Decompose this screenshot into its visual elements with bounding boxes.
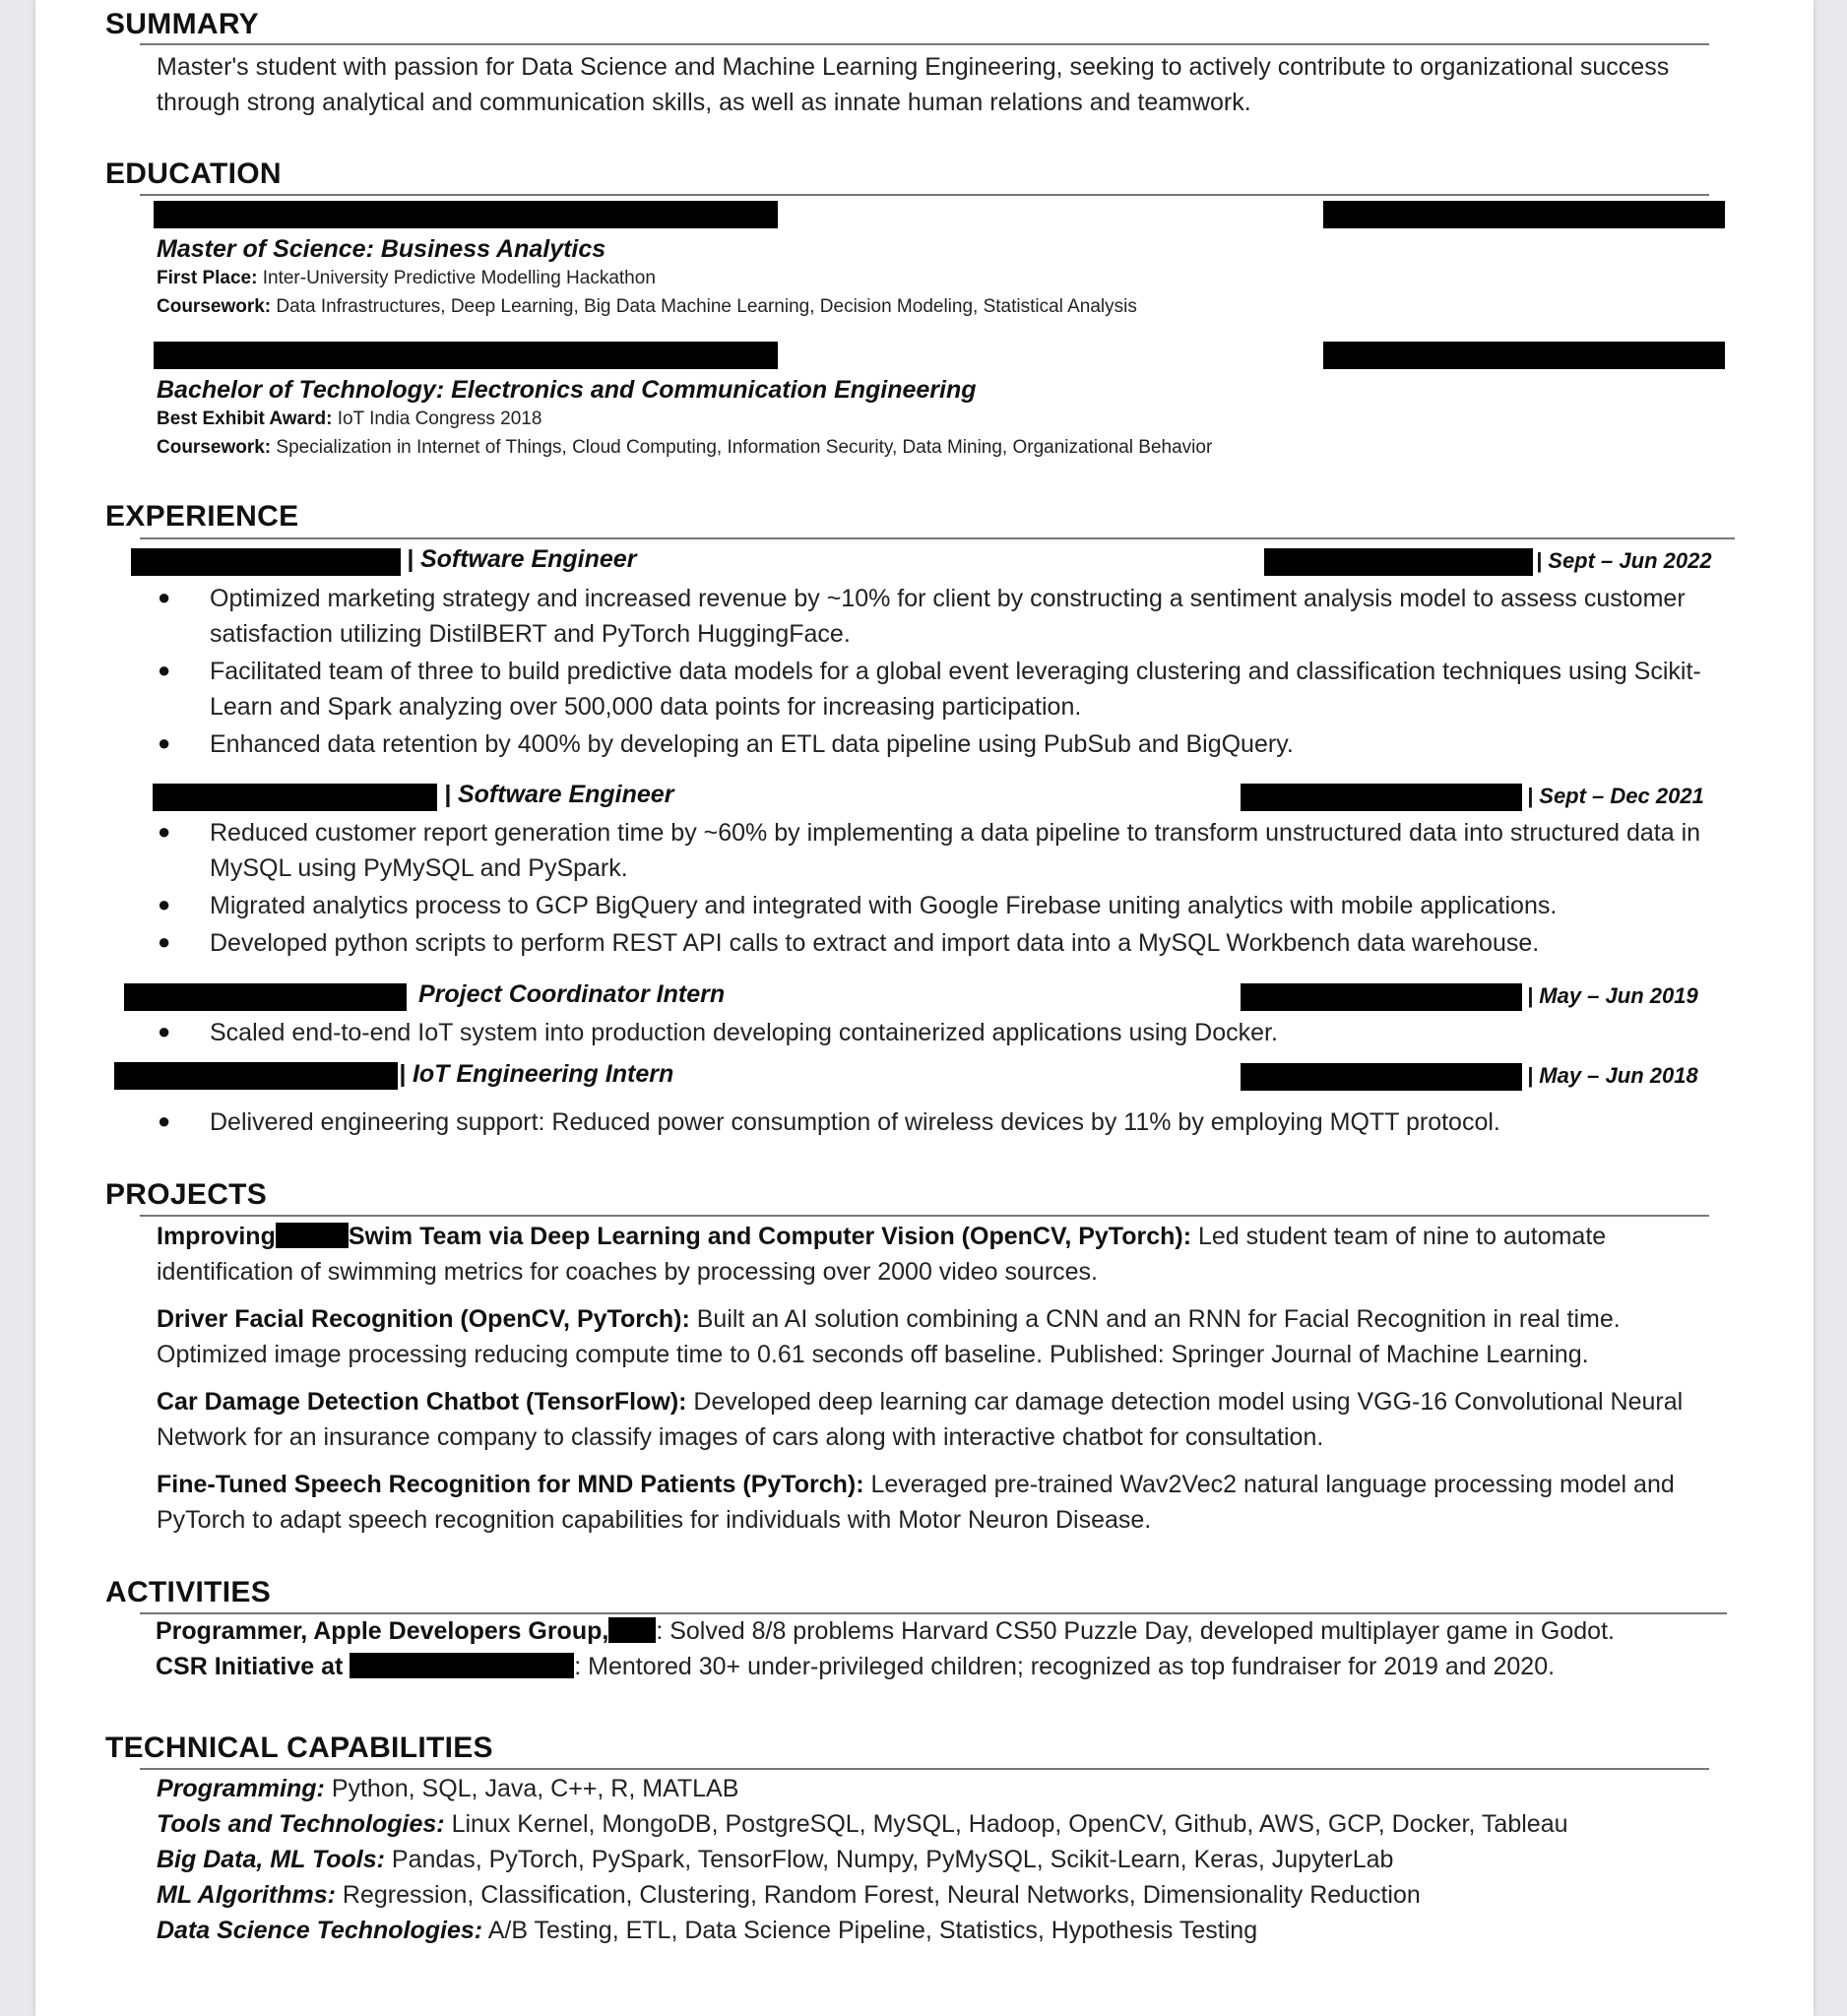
bullet-icon: ● [158, 585, 171, 609]
technical-heading: TECHNICAL CAPABILITIES [105, 1732, 493, 1764]
redacted-institution [154, 201, 778, 228]
education-award: First Place: Inter-University Predictive Modelling Hackathon [157, 268, 656, 288]
bullet-icon: ● [158, 929, 171, 954]
summary-heading: SUMMARY [105, 8, 259, 40]
education-heading: EDUCATION [105, 158, 282, 190]
redacted-company [153, 784, 437, 811]
redacted-school [276, 1223, 349, 1248]
section-divider [140, 194, 1709, 196]
activities-heading: ACTIVITIES [105, 1576, 272, 1608]
redacted-location [1241, 983, 1522, 1011]
education-award: Best Exhibit Award: IoT India Congress 2018 [157, 409, 542, 429]
job-bullet: Scaled end-to-end IoT system into production developing containerized applications using Docker. [210, 1019, 1278, 1046]
job-bullet: Reduced customer report generation time by ~60% by implementing a data pipeline to transform unstructured data into structured data in MySQL using PyMySQL and PySpark. [210, 819, 1701, 882]
bullet-icon: ● [158, 819, 171, 844]
job-date: | May – Jun 2019 [1527, 983, 1698, 1008]
bullet-icon: ● [158, 892, 171, 916]
bullet-icon: ● [158, 658, 171, 682]
redacted-location-date [1323, 342, 1725, 369]
tech-row: Tools and Technologies: Linux Kernel, MongoDB, PostgreSQL, MySQL, Hadoop, OpenCV, Github, AWS, GCP, Docker, Tableau [157, 1810, 1568, 1838]
job-bullet: Facilitated team of three to build predictive data models for a global event leveraging clustering and classification techniques using Scikit-Learn and Spark analyzing over 500,000 data points for increasing participation. [210, 658, 1701, 721]
redacted-company [131, 548, 401, 576]
project-item: Fine-Tuned Speech Recognition for MND Patients (PyTorch): Leveraged pre-trained Wav2Vec2 natural language processing model and PyTorch to adapt speech recognition capabilities for individuals with Motor Neuron Disease. [157, 1471, 1675, 1534]
education-coursework: Coursework: Data Infrastructures, Deep Learning, Big Data Machine Learning, Decision Modeling, Statistical Analysis [157, 296, 1137, 317]
activity-item: CSR Initiative at : Mentored 30+ under-privileged children; recognized as top fundraiser for 2019 and 2020. [156, 1653, 1556, 1680]
projects-heading: PROJECTS [105, 1178, 268, 1211]
tech-row: Big Data, ML Tools: Pandas, PyTorch, PySpark, TensorFlow, Numpy, PyMySQL, Scikit-Learn, Keras, JupyterLab [157, 1846, 1394, 1873]
job-bullet: Developed python scripts to perform REST API calls to extract and import data into a MySQL Workbench data warehouse. [210, 929, 1540, 957]
section-divider [140, 1215, 1709, 1217]
redacted-organization [350, 1653, 574, 1678]
project-item: Driver Facial Recognition (OpenCV, PyTorch): Built an AI solution combining a CNN and an RNN for Facial Recognition in real time. Optimized image processing reducing compute time to 0.61 seconds off baseline. Published: Springer Journal of Machine Learning. [157, 1305, 1621, 1368]
job-bullet: Optimized marketing strategy and increased revenue by ~10% for client by constructing a sentiment analysis model to assess customer satisfaction utilizing DistilBERT and PyTorch HuggingFace. [210, 585, 1686, 648]
job-title: Project Coordinator Intern [418, 980, 726, 1008]
job-title: | Software Engineer [444, 781, 674, 808]
project-item: Improving Swim Team via Deep Learning and Computer Vision (OpenCV, PyTorch): Led student team of nine to automate identification of swimming metrics for coaches by processing over 2000 video sources. [157, 1223, 1607, 1286]
job-title: | IoT Engineering Intern [399, 1060, 674, 1088]
redacted-company [114, 1062, 398, 1090]
experience-heading: EXPERIENCE [105, 500, 299, 533]
bullet-icon: ● [158, 1019, 171, 1043]
tech-row: Data Science Technologies: A/B Testing, ETL, Data Science Pipeline, Statistics, Hypothesis Testing [157, 1917, 1258, 1944]
degree-title: Bachelor of Technology: Electronics and Communication Engineering [157, 376, 977, 404]
section-divider [140, 43, 1709, 45]
section-divider [140, 537, 1735, 539]
redacted-location [608, 1617, 656, 1643]
bullet-icon: ● [158, 730, 171, 755]
job-date: | Sept – Jun 2022 [1536, 548, 1712, 573]
job-bullet: Delivered engineering support: Reduced power consumption of wireless devices by 11% by employing MQTT protocol. [210, 1108, 1500, 1136]
job-date: | May – Jun 2018 [1527, 1063, 1698, 1088]
job-bullet: Migrated analytics process to GCP BigQuery and integrated with Google Firebase uniting analytics with mobile applications. [210, 892, 1558, 919]
redacted-location [1264, 548, 1533, 576]
redacted-location [1241, 784, 1522, 811]
tech-row: ML Algorithms: Regression, Classification, Clustering, Random Forest, Neural Networks, Dimensionality Reduction [157, 1881, 1421, 1909]
activity-item: Programmer, Apple Developers Group, : Solved 8/8 problems Harvard CS50 Puzzle Day, developed multiplayer game in Godot. [156, 1617, 1615, 1645]
section-divider [140, 1768, 1709, 1770]
degree-title: Master of Science: Business Analytics [157, 235, 606, 263]
summary-text: Master's student with passion for Data Science and Machine Learning Engineering, seeking to actively contribute to organizational success through strong analytical and communication skills, as well as innate human relations and teamwork. [157, 53, 1670, 116]
redacted-location-date [1323, 201, 1725, 228]
redacted-institution [154, 342, 778, 369]
redacted-location [1241, 1063, 1522, 1091]
redacted-company [124, 983, 407, 1011]
job-title: | Software Engineer [407, 545, 637, 573]
tech-row: Programming: Python, SQL, Java, C++, R, MATLAB [157, 1775, 739, 1802]
section-divider [140, 1612, 1727, 1614]
project-item: Car Damage Detection Chatbot (TensorFlow): Developed deep learning car damage detection model using VGG-16 Convolutional Neural Network for an insurance company to classify images of cars along with interactive chatbot for consultation. [157, 1388, 1684, 1451]
bullet-icon: ● [158, 1108, 171, 1133]
education-coursework: Coursework: Specialization in Internet of Things, Cloud Computing, Information Security, Data Mining, Organizational Behavior [157, 437, 1213, 458]
job-bullet: Enhanced data retention by 400% by developing an ETL data pipeline using PubSub and BigQuery. [210, 730, 1294, 758]
job-date: | Sept – Dec 2021 [1527, 784, 1704, 808]
